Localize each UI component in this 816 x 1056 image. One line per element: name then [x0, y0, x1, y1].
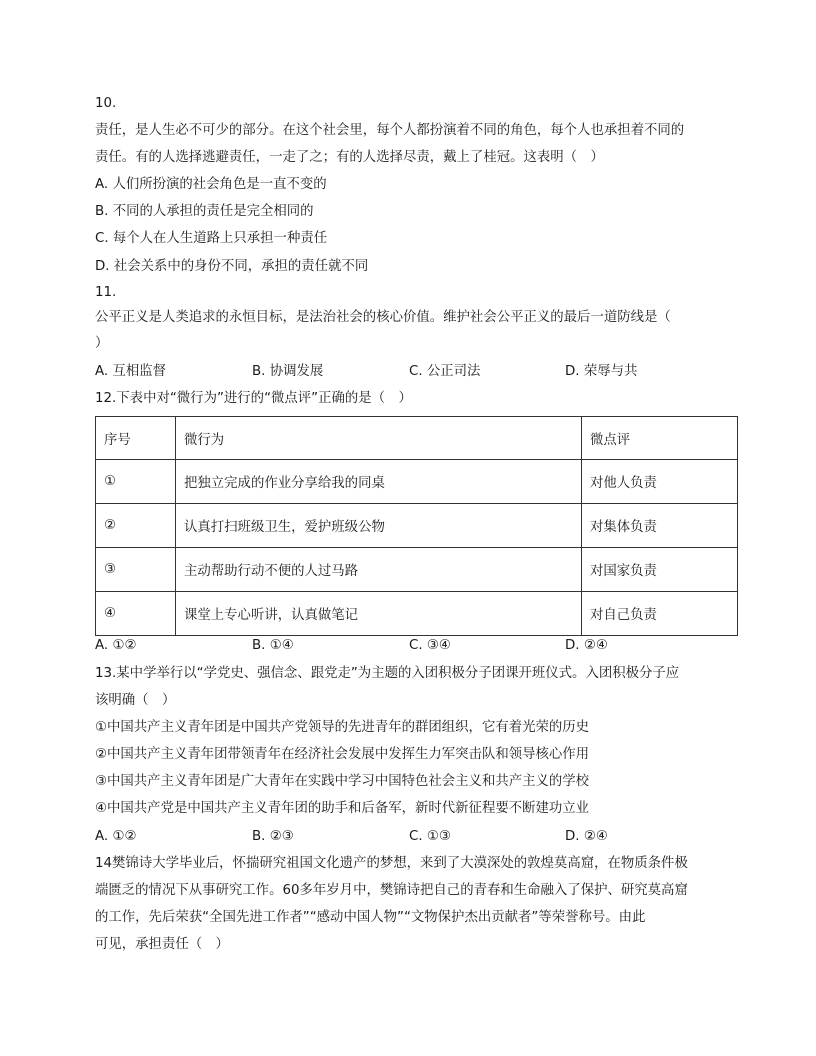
cell-comment: 对国家负责 [582, 548, 738, 592]
q10-stem-line-2: 责任。有的人选择逃避责任，一走了之；有的人选择尽责，戴上了桂冠。这表明（ ） [95, 150, 604, 165]
q12-option-d: D. ②④ [565, 638, 608, 653]
q11-option-b: B. 协调发展 [252, 364, 324, 379]
q11-option-d: D. 荣辱与共 [565, 364, 638, 379]
cell-behavior: 主动帮助行动不便的人过马路 [176, 548, 582, 592]
q13-option-d: D. ②④ [565, 829, 608, 844]
q13-option-a: A. ①② [95, 829, 137, 844]
q13-statement-4: ④中国共产党是中国共产主义青年团的助手和后备军，新时代新征程要不断建功立业 [95, 801, 590, 816]
q11-stem-line-1: 公平正义是人类追求的永恒目标，是法治社会的核心价值。维护社会公平正义的最后一道防线是（ [95, 310, 671, 325]
cell-comment: 对自己负责 [582, 592, 738, 636]
cell-comment: 对集体负责 [582, 504, 738, 548]
table-row [96, 592, 738, 636]
header-index: 序号 [96, 417, 176, 460]
cell-behavior: 把独立完成的作业分享给我的同桌 [176, 460, 582, 504]
header-behavior: 微行为 [176, 417, 582, 460]
micro-behavior-table [95, 416, 738, 636]
cell-behavior: 课堂上专心听讲，认真做笔记 [176, 592, 582, 636]
q12-option-c: C. ③④ [409, 638, 451, 653]
q11-option-c: C. 公正司法 [409, 364, 481, 379]
q13-stem-line-2: 该明确（ ） [95, 693, 176, 708]
cell-comment: 对他人负责 [582, 460, 738, 504]
q12-option-a: A. ①② [95, 638, 137, 653]
table-row [96, 460, 738, 504]
q13-statement-1: ①中国共产主义青年团是中国共产党领导的先进青年的群团组织，它有着光荣的历史 [95, 720, 590, 735]
q10-option-a: A. 人们所扮演的社会角色是一直不变的 [95, 177, 327, 192]
q11-stem-line-2: ） [95, 336, 109, 351]
table-row [96, 504, 738, 548]
q14-stem-line-4: 可见，承担责任（ ） [95, 937, 229, 952]
q14-stem-line-2: 端匮乏的情况下从事研究工作。60多年岁月中，樊锦诗把自己的青春和生命融入了保护、研究莫高窟 [95, 883, 688, 898]
cell-index: ② [96, 504, 176, 548]
q10-stem-line-1: 责任，是人生必不可少的部分。在这个社会里，每个人都扮演着不同的角色，每个人也承担着不同的 [95, 123, 685, 138]
q14-stem-line-3: 的工作，先后荣获“全国先进工作者”“感动中国人物”“文物保护杰出贡献者”等荣誉称号。由此 [95, 910, 646, 925]
q11-number: 11. [95, 285, 117, 300]
q12-option-b: B. ①④ [252, 638, 294, 653]
table-row [96, 548, 738, 592]
q10-number: 10. [95, 96, 117, 111]
cell-index: ① [96, 460, 176, 504]
q10-option-b: B. 不同的人承担的责任是完全相同的 [95, 204, 314, 219]
q13-statement-2: ②中国共产主义青年团带领青年在经济社会发展中发挥生力军突击队和领导核心作用 [95, 747, 590, 762]
cell-index: ④ [96, 592, 176, 636]
q13-statement-3: ③中国共产主义青年团是广大青年在实践中学习中国特色社会主义和共产主义的学校 [95, 774, 590, 789]
q10-option-d: D. 社会关系中的身份不同，承担的责任就不同 [95, 259, 369, 274]
q14-stem-line-1: 14樊锦诗大学毕业后，怀揣研究祖国文化遗产的梦想，来到了大漠深处的敦煌莫高窟，在物质条件极 [95, 856, 688, 871]
q12-stem: 12.下表中对“微行为”进行的“微点评”正确的是（ ） [95, 391, 412, 406]
cell-behavior: 认真打扫班级卫生，爱护班级公物 [176, 504, 582, 548]
header-comment: 微点评 [582, 417, 738, 460]
table-header-row [96, 417, 738, 460]
q13-option-b: B. ②③ [252, 829, 294, 844]
q13-stem-line-1: 13.某中学举行以“学党史、强信念、跟党走”为主题的入团积极分子团课开班仪式。入团积极分子应 [95, 666, 680, 681]
q11-option-a: A. 互相监督 [95, 364, 166, 379]
q13-option-c: C. ①③ [409, 829, 451, 844]
q10-option-c: C. 每个人在人生道路上只承担一种责任 [95, 231, 328, 246]
cell-index: ③ [96, 548, 176, 592]
